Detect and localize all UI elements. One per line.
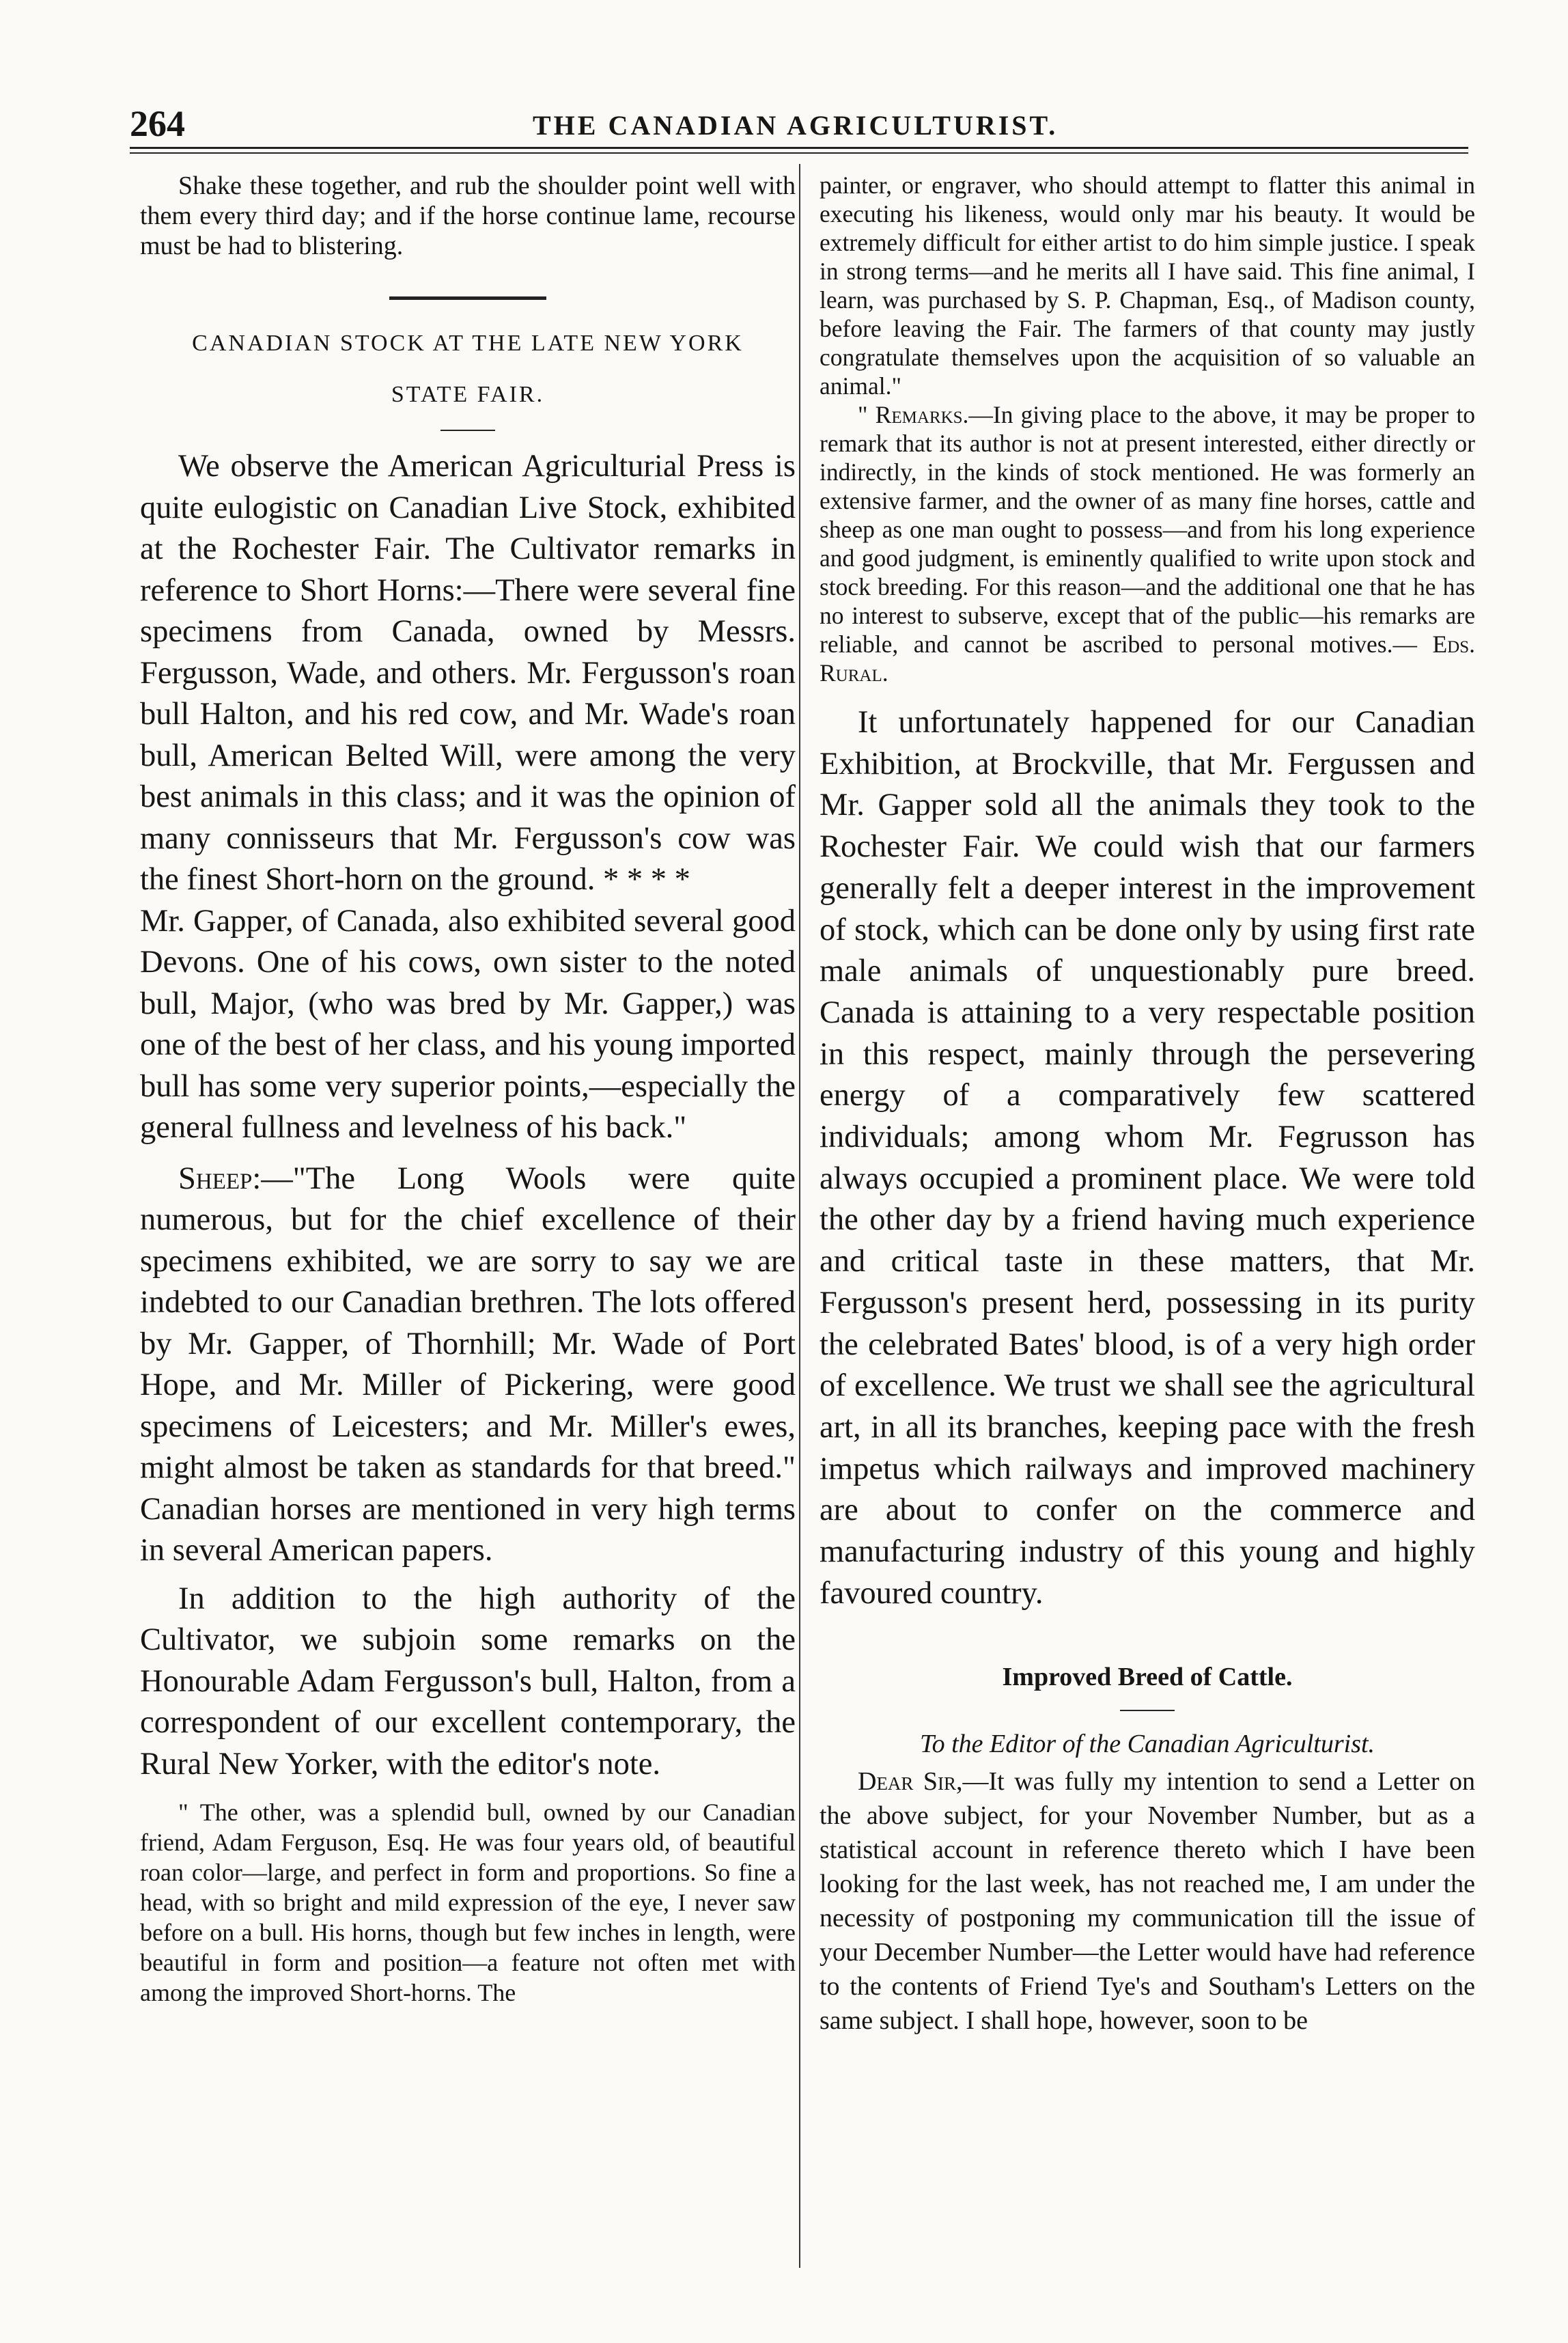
article-heading-cattle: Improved Breed of Cattle. [1002, 1663, 1293, 1692]
header-rule [130, 147, 1468, 154]
quoted-letter-continued: painter, or engraver, who should attempt to flatter this animal in executing his likeness, would only mar his beauty. It would be extremely difficult for either artist to do him simple justice. I speak in strong terms—and he merits all I have said. This fine animal, I learn, was purchased by S. P. Chapman, Esq., of Madison county, before leaving the Fair. The farmers of that county may justly congratulate themselves upon the acquisition of so valuable an animal." [820, 171, 1475, 400]
paragraph-devons: Mr. Gapper, of Canada, also exhibited several good Devons. One of his cows, own sister to the noted bull, Major, (who was bred by Mr. Gapper,) was one of the best of her class, and his young imported bull has some very superior points,—especially the general fullness and levelness of his back." [140, 903, 796, 1145]
veterinary-paragraph: Shake these together, and rub the shoulder point well with them every third day; and if the horse continue lame, recourse must be had to blistering. [140, 171, 796, 260]
sheep-text: :—"The Long Wools were quite numerous, but for the chief excellence of their specimens exhibited, we are sorry to say we are indebted to our Canadian brethren. The lots offered by Mr. Gapper, of Thornhill; Mr. Wade of Port Hope, and Mr. Miller of Pickering, were good specimens of Leicesters; and Mr. Miller's ewes, might almost be taken as standards for that breed." Canadian horses are mentioned in very high terms in several American papers. [140, 1161, 796, 1568]
short-rule [440, 430, 495, 431]
left-column [140, 171, 796, 2008]
letter-address: To the Editor of the Canadian Agriculturist. [919, 1730, 1375, 1759]
letter-text: —It was fully my intention to send a Letter on the above subject, for your November Number, but as a statistical account in reference thereto which I have been looking for the last week, has not reached me, I am under the necessity of postponing my communication till the issue of your December Number—the Letter would have had reference to the contents of Friend Tye's and Southam's Letters on the same subject. I shall hope, however, soon to be [820, 1767, 1475, 2036]
page-header [130, 102, 1468, 150]
letter-salutation: Dear Sir, [858, 1767, 963, 1797]
remarks-text: —In giving place to the above, it may be proper to remark that its author is not at present interested, either directly or indirectly, in the kinds of stock mentioned. He was formerly an extensive farmer, and the owner of as many fine horses, cattle and sheep as one man ought to possess—and from his long experience and good judgment, is eminently qualified to write upon stock and stock breeding. For this reason—and the additional one that he has no interest to subserve, except that of the public—his remarks are reliable, and cannot be ascribed to personal motives.— [820, 401, 1475, 658]
article-heading-line-1: CANADIAN STOCK AT THE LATE NEW YORK [192, 331, 744, 356]
editors-remarks [820, 400, 1475, 687]
paragraph-sheep [140, 1159, 796, 1572]
right-column [820, 171, 1475, 2038]
short-rule [1120, 1710, 1175, 1711]
remarks-lead: " Remarks. [858, 401, 969, 428]
article-heading-line-2: STATE FAIR. [391, 382, 545, 407]
paragraph-halton-intro: In addition to the high authority of the Cultivator, we subjoin some remarks on the Honourable Adam Fergusson's bull, Halton, from a correspondent of our excellent contemporary, the Rural New Yorker, with the editor's note. [140, 1581, 796, 1781]
paragraph-shorthorns: We observe the American Agriculturial Press is quite eulogistic on Canadian Live Stock, exhibited at the Rochester Fair. The Cultivator remarks in reference to Short Horns:—There were several fine specimens from Canada, owned by Messrs. Fergusson, Wade, and others. Mr. Fergusson's roan bull Halton, and his red cow, and Mr. Wade's roan bull, American Belted Will, were among the very best animals in this class; and it was the opinion of many connisseurs that Mr. Fergusson's cow was the finest Short-horn on the ground. * * * * [140, 449, 796, 897]
sheep-lead: Sheep [178, 1161, 253, 1196]
page-number: 264 [130, 103, 185, 144]
letter-body [820, 1764, 1475, 2038]
remarks-signature: Eds. Rural. [820, 630, 1475, 687]
running-title: THE CANADIAN AGRICULTURIST. [533, 110, 1059, 141]
quoted-letter: " The other, was a splendid bull, owned by our Canadian friend, Adam Ferguson, Esq. He was four years old, of beautiful roan color—large, and perfect in form and proportions. So fine a head, with so bright and mild expression of the eye, I never saw before on a bull. His horns, though but few inches in length, were beautiful in form and position—a feature not often met with among the improved Short-horns. The [140, 1799, 796, 2006]
column-divider [799, 164, 800, 2268]
paragraph-brockville: It unfortunately happened for our Canadian Exhibition, at Brockville, that Mr. Fergussen and Mr. Gapper sold all the animals they took to the Rochester Fair. We could wish that our farmers generally felt a deeper interest in the improvement of stock, which can be done only by using first rate male animals of unquestionably pure breed. Canada is attaining to a very respectable position in this respect, mainly through the persevering energy of a comparatively few scattered individuals; among whom Mr. Fegrusson has always occupied a prominent place. We were told the other day by a friend having much experience and critical taste in these matters, that Mr. Fergusson's present herd, possessing in its purity the celebrated Bates' blood, is of a very high order of excellence. We trust we shall see the agricultural art, in all its branches, keeping pace with the fresh impetus which railways and improved machinery are about to confer on the commerce and manufacturing industry of this young and highly favoured country. [820, 705, 1475, 1611]
ornamental-rule [389, 296, 546, 300]
